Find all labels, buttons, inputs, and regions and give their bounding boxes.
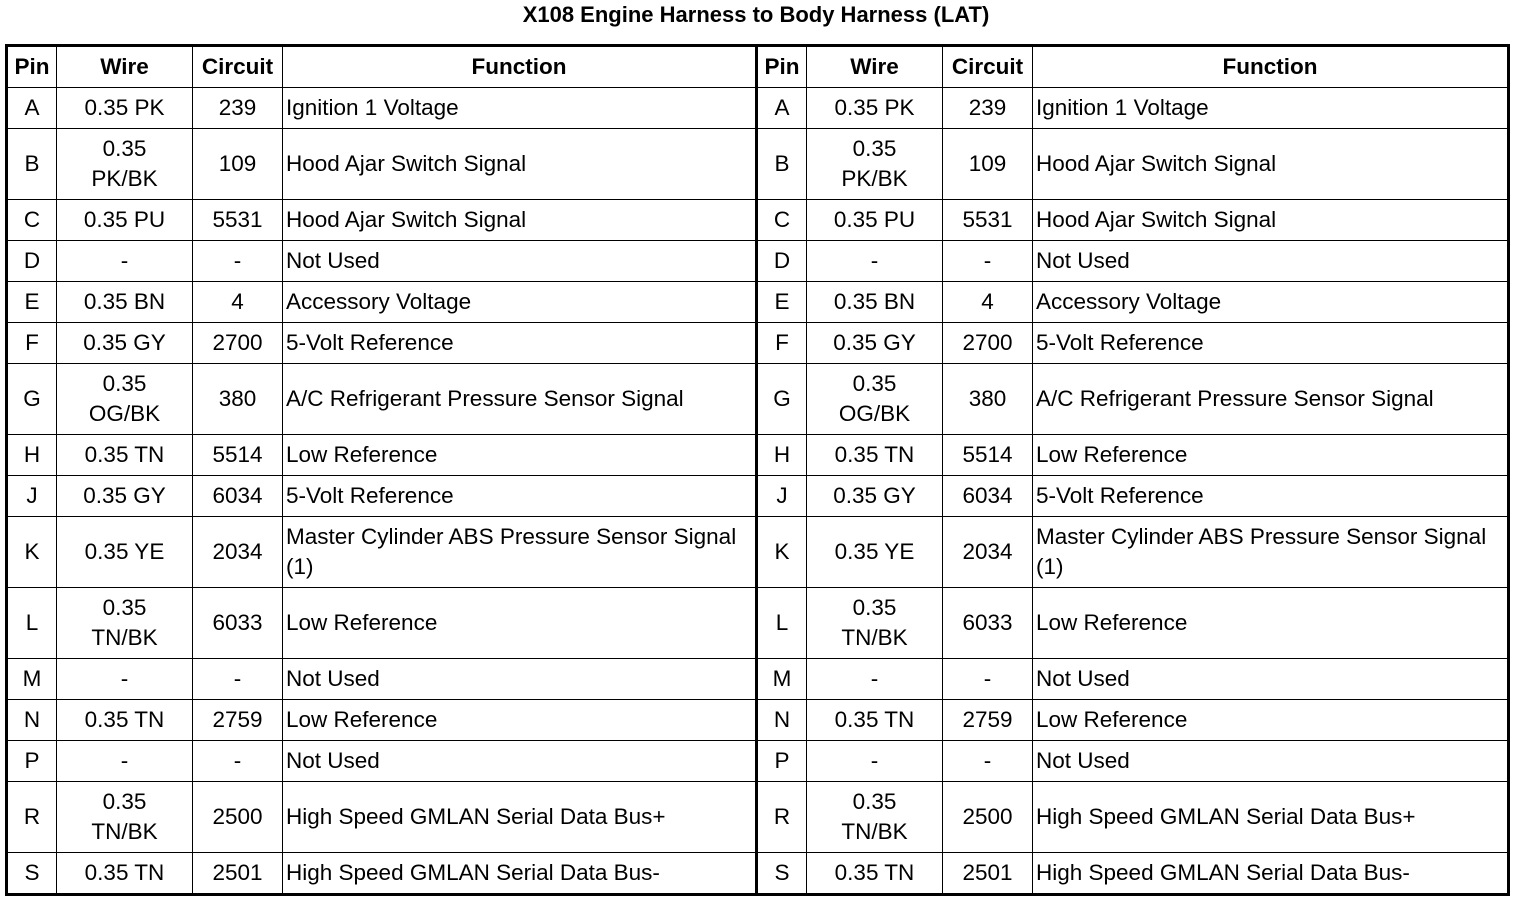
table-row <box>7 200 1509 241</box>
function-cell: High Speed GMLAN Serial Data Bus- <box>1033 853 1509 895</box>
header-circuit: Circuit <box>943 46 1033 88</box>
pin-cell: L <box>7 588 57 659</box>
circuit-cell: 2700 <box>943 323 1033 364</box>
pin-cell: L <box>757 588 807 659</box>
wire-cell: 0.35 GY <box>807 476 943 517</box>
function-cell: 5-Volt Reference <box>1033 476 1509 517</box>
wire-cell: 0.35 PU <box>57 200 193 241</box>
header-function: Function <box>283 46 757 88</box>
pin-cell: C <box>757 200 807 241</box>
function-cell: High Speed GMLAN Serial Data Bus+ <box>1033 782 1509 853</box>
function-cell: Hood Ajar Switch Signal <box>283 129 757 200</box>
pin-cell: D <box>7 241 57 282</box>
header-pin: Pin <box>757 46 807 88</box>
wire-cell: 0.35 BN <box>57 282 193 323</box>
wire-cell: 0.35 OG/BK <box>57 364 193 435</box>
circuit-cell: 2034 <box>193 517 283 588</box>
wire-cell: 0.35 TN <box>57 435 193 476</box>
wire-cell: 0.35 PK <box>57 88 193 129</box>
function-cell: Accessory Voltage <box>1033 282 1509 323</box>
circuit-cell: 5514 <box>943 435 1033 476</box>
circuit-cell: 109 <box>193 129 283 200</box>
wire-cell: 0.35 GY <box>807 323 943 364</box>
wire-cell: 0.35 TN <box>807 435 943 476</box>
pin-cell: S <box>757 853 807 895</box>
circuit-cell: 239 <box>943 88 1033 129</box>
circuit-cell: 2500 <box>193 782 283 853</box>
circuit-cell: 2501 <box>193 853 283 895</box>
function-cell: Low Reference <box>283 700 757 741</box>
function-cell: Not Used <box>283 659 757 700</box>
wire-cell: 0.35 YE <box>57 517 193 588</box>
circuit-cell: 2034 <box>943 517 1033 588</box>
pin-cell: A <box>7 88 57 129</box>
circuit-cell: 5531 <box>193 200 283 241</box>
wire-cell: 0.35 GY <box>57 323 193 364</box>
function-cell: Hood Ajar Switch Signal <box>1033 129 1509 200</box>
pin-cell: E <box>7 282 57 323</box>
circuit-cell: - <box>193 659 283 700</box>
function-cell: Not Used <box>1033 241 1509 282</box>
wire-cell: 0.35 TN <box>57 853 193 895</box>
table-row <box>7 129 1509 200</box>
table-row <box>7 741 1509 782</box>
circuit-cell: - <box>943 741 1033 782</box>
wire-cell: - <box>57 659 193 700</box>
circuit-cell: 2700 <box>193 323 283 364</box>
wire-cell: 0.35 TN/BK <box>807 782 943 853</box>
function-cell: 5-Volt Reference <box>283 476 757 517</box>
wire-cell: - <box>807 741 943 782</box>
table-row <box>7 364 1509 435</box>
page-title: X108 Engine Harness to Body Harness (LAT) <box>522 2 990 27</box>
pin-cell: H <box>7 435 57 476</box>
pin-cell: M <box>7 659 57 700</box>
circuit-cell: 4 <box>943 282 1033 323</box>
pin-cell: K <box>757 517 807 588</box>
circuit-cell: 6033 <box>943 588 1033 659</box>
function-cell: Master Cylinder ABS Pressure Sensor Signal (1) <box>283 517 757 588</box>
pinout-table <box>5 44 1510 896</box>
header-wire: Wire <box>57 46 193 88</box>
circuit-cell: 6033 <box>193 588 283 659</box>
circuit-cell: - <box>943 241 1033 282</box>
function-cell: Low Reference <box>1033 588 1509 659</box>
header-wire: Wire <box>807 46 943 88</box>
pin-cell: H <box>757 435 807 476</box>
circuit-cell: 6034 <box>943 476 1033 517</box>
circuit-cell: 2500 <box>943 782 1033 853</box>
circuit-cell: 6034 <box>193 476 283 517</box>
pin-cell: B <box>7 129 57 200</box>
table-row <box>7 782 1509 853</box>
function-cell: Not Used <box>1033 741 1509 782</box>
pin-cell: R <box>757 782 807 853</box>
circuit-cell: 380 <box>193 364 283 435</box>
circuit-cell: 5514 <box>193 435 283 476</box>
circuit-cell: 4 <box>193 282 283 323</box>
header-circuit: Circuit <box>193 46 283 88</box>
function-cell: A/C Refrigerant Pressure Sensor Signal <box>1033 364 1509 435</box>
pin-cell: G <box>7 364 57 435</box>
table-row <box>7 323 1509 364</box>
function-cell: Master Cylinder ABS Pressure Sensor Signal (1) <box>1033 517 1509 588</box>
wire-cell: 0.35 TN <box>807 853 943 895</box>
header-pin: Pin <box>7 46 57 88</box>
pin-cell: C <box>7 200 57 241</box>
function-cell: Not Used <box>283 241 757 282</box>
function-cell: 5-Volt Reference <box>1033 323 1509 364</box>
wire-cell: - <box>57 241 193 282</box>
table-row <box>7 282 1509 323</box>
pin-cell: N <box>7 700 57 741</box>
table-row <box>7 241 1509 282</box>
circuit-cell: 2501 <box>943 853 1033 895</box>
circuit-cell: 5531 <box>943 200 1033 241</box>
pin-cell: K <box>7 517 57 588</box>
table-row <box>7 588 1509 659</box>
table-row <box>7 435 1509 476</box>
pin-cell: M <box>757 659 807 700</box>
circuit-cell: - <box>943 659 1033 700</box>
circuit-cell: 2759 <box>193 700 283 741</box>
table-row <box>7 476 1509 517</box>
circuit-cell: 109 <box>943 129 1033 200</box>
function-cell: Low Reference <box>283 435 757 476</box>
pin-cell: N <box>757 700 807 741</box>
function-cell: Not Used <box>283 741 757 782</box>
header-function: Function <box>1033 46 1509 88</box>
pin-cell: B <box>757 129 807 200</box>
function-cell: High Speed GMLAN Serial Data Bus- <box>283 853 757 895</box>
wire-cell: 0.35 YE <box>807 517 943 588</box>
wire-cell: 0.35 TN/BK <box>57 782 193 853</box>
pin-cell: J <box>7 476 57 517</box>
wire-cell: 0.35 BN <box>807 282 943 323</box>
header-row <box>7 46 1509 88</box>
pin-cell: J <box>757 476 807 517</box>
circuit-cell: 2759 <box>943 700 1033 741</box>
function-cell: Low Reference <box>1033 435 1509 476</box>
wire-cell: 0.35 GY <box>57 476 193 517</box>
wire-cell: 0.35 PU <box>807 200 943 241</box>
pin-cell: F <box>757 323 807 364</box>
pin-cell: D <box>757 241 807 282</box>
function-cell: 5-Volt Reference <box>283 323 757 364</box>
table-row <box>7 659 1509 700</box>
table-row <box>7 517 1509 588</box>
wire-cell: 0.35 TN/BK <box>57 588 193 659</box>
wire-cell: 0.35 PK/BK <box>57 129 193 200</box>
wire-cell: - <box>807 659 943 700</box>
wire-cell: - <box>57 741 193 782</box>
function-cell: Not Used <box>1033 659 1509 700</box>
circuit-cell: 239 <box>193 88 283 129</box>
table-row <box>7 88 1509 129</box>
circuit-cell: - <box>193 241 283 282</box>
function-cell: Accessory Voltage <box>283 282 757 323</box>
function-cell: Low Reference <box>283 588 757 659</box>
wire-cell: 0.35 PK <box>807 88 943 129</box>
function-cell: Hood Ajar Switch Signal <box>283 200 757 241</box>
wire-cell: 0.35 TN <box>807 700 943 741</box>
pin-cell: E <box>757 282 807 323</box>
wire-cell: 0.35 TN <box>57 700 193 741</box>
table-row <box>7 700 1509 741</box>
function-cell: Hood Ajar Switch Signal <box>1033 200 1509 241</box>
pin-cell: P <box>757 741 807 782</box>
wire-cell: 0.35 PK/BK <box>807 129 943 200</box>
wire-cell: 0.35 OG/BK <box>807 364 943 435</box>
pin-cell: G <box>757 364 807 435</box>
pin-cell: F <box>7 323 57 364</box>
circuit-cell: 380 <box>943 364 1033 435</box>
function-cell: Low Reference <box>1033 700 1509 741</box>
pin-cell: R <box>7 782 57 853</box>
function-cell: High Speed GMLAN Serial Data Bus+ <box>283 782 757 853</box>
pin-cell: S <box>7 853 57 895</box>
function-cell: Ignition 1 Voltage <box>1033 88 1509 129</box>
wire-cell: - <box>807 241 943 282</box>
function-cell: Ignition 1 Voltage <box>283 88 757 129</box>
pin-cell: P <box>7 741 57 782</box>
wire-cell: 0.35 TN/BK <box>807 588 943 659</box>
table-row <box>7 853 1509 895</box>
circuit-cell: - <box>193 741 283 782</box>
pin-cell: A <box>757 88 807 129</box>
function-cell: A/C Refrigerant Pressure Sensor Signal <box>283 364 757 435</box>
